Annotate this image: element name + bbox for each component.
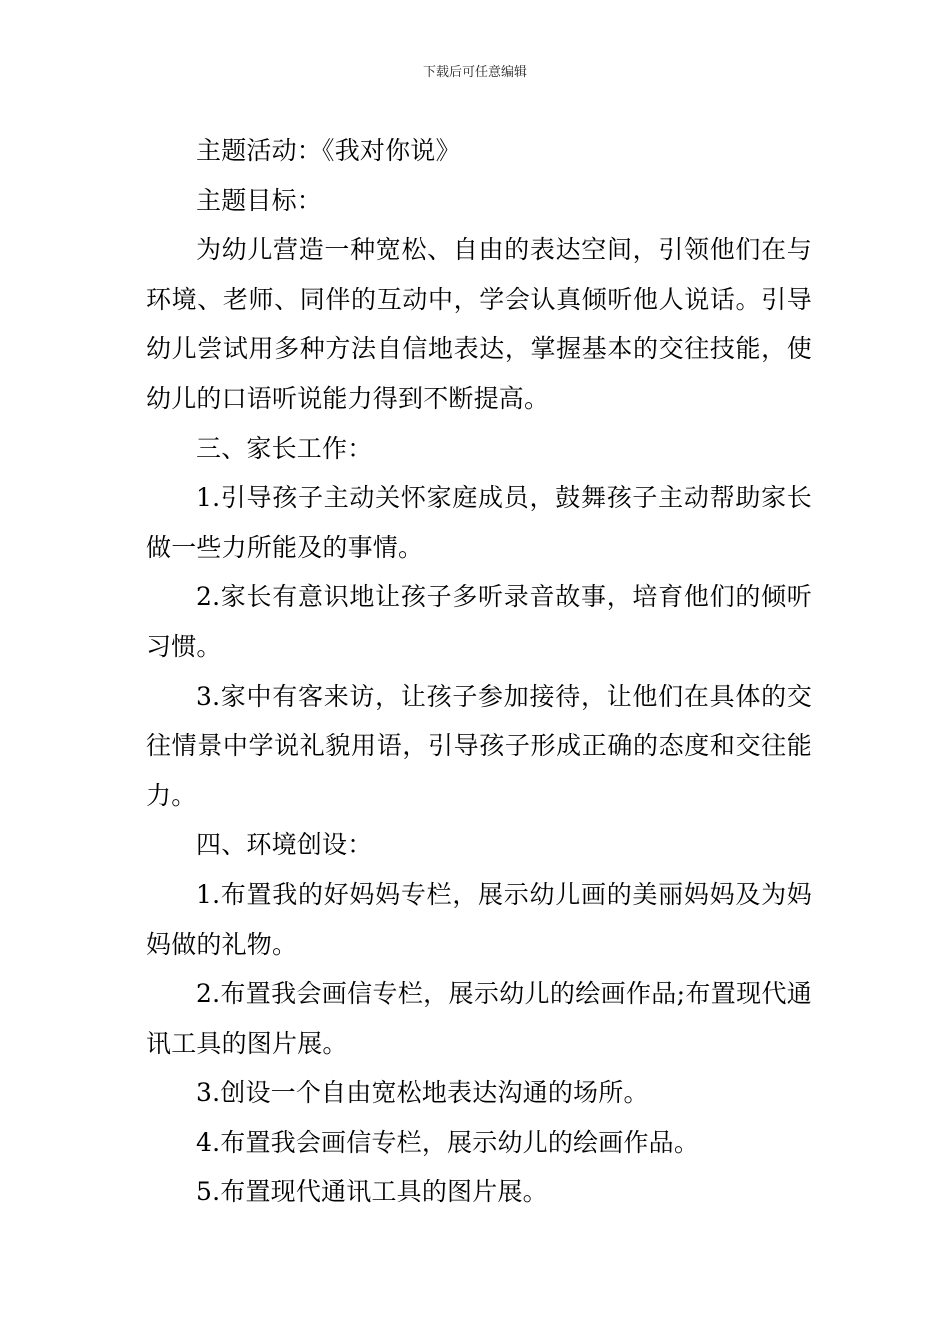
page-header: 下载后可任意编辑 bbox=[422, 65, 527, 80]
theme-activity-title: 主题活动：《我对你说》 bbox=[196, 136, 461, 165]
environment-item-2: 2.布置我会画信专栏，展示幼儿的绘画作品;布置现代通讯工具的图片展。 bbox=[146, 979, 812, 1058]
environment-item-4: 4.布置我会画信专栏，展示幼儿的绘画作品。 bbox=[196, 1127, 700, 1157]
parent-work-item-3: 3.家中有客来访，让孩子参加接待，让他们在具体的交往情景中学说礼貌用语，引导孩子形成正确的态度和交往能力。 bbox=[146, 681, 812, 810]
environment-item-3: 3.创设一个自由宽松地表达沟通的场所。 bbox=[196, 1078, 649, 1108]
document-body bbox=[146, 126, 812, 1217]
theme-goal-paragraph: 为幼儿营造一种宽松、自由的表达空间，引领他们在与环境、老师、同伴的互动中，学会认真倾听他人说话。引导幼儿尝试用多种方法自信地表达，掌握基本的交往技能，使幼儿的口语听说能力得到不断提高。 bbox=[146, 235, 812, 413]
parent-work-heading: 三、家长工作： bbox=[196, 433, 373, 463]
theme-goal-heading: 主题目标： bbox=[196, 185, 323, 215]
parent-work-item-2: 2.家长有意识地让孩子多听录音故事，培育他们的倾听习惯。 bbox=[146, 582, 812, 661]
environment-item-1: 1.布置我的好妈妈专栏，展示幼儿画的美丽妈妈及为妈妈做的礼物。 bbox=[146, 879, 812, 959]
environment-item-5: 5.布置现代通讯工具的图片展。 bbox=[196, 1177, 548, 1207]
parent-work-item-1: 1.引导孩子主动关怀家庭成员，鼓舞孩子主动帮助家长做一些力所能及的事情。 bbox=[146, 483, 812, 562]
environment-heading: 四、环境创设： bbox=[196, 830, 373, 860]
